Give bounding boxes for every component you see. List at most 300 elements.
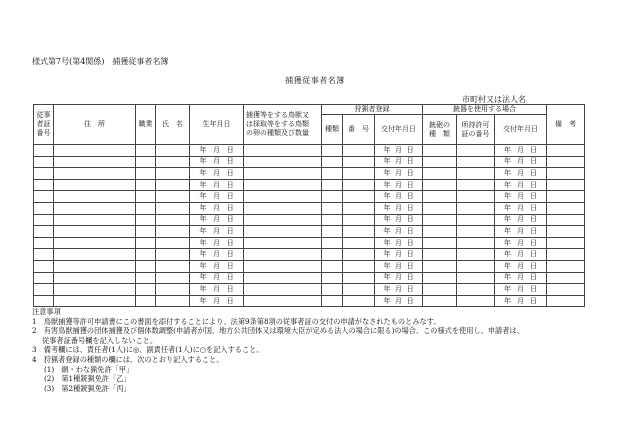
table-cell	[343, 191, 375, 203]
date-part-label: 日	[226, 261, 234, 270]
date-part-label: 年	[199, 250, 207, 259]
date-part-label: 日	[530, 180, 537, 189]
table-cell	[322, 156, 343, 168]
table-cell	[136, 226, 156, 238]
table-cell	[322, 272, 343, 284]
date-part-label: 年	[504, 226, 511, 235]
date-part-label: 月	[394, 180, 402, 189]
date-parts	[190, 250, 243, 259]
date-parts	[495, 285, 546, 294]
table-row	[34, 284, 585, 296]
date-part-label: 日	[530, 296, 537, 305]
date-parts	[375, 181, 422, 190]
date-parts	[190, 181, 243, 190]
date-cell	[495, 295, 547, 307]
date-parts	[375, 239, 422, 248]
date-part-label: 日	[226, 296, 234, 305]
document-title: 捕獲従事者名簿	[285, 76, 345, 85]
table-cell	[322, 237, 343, 249]
date-part-label: 日	[406, 203, 414, 212]
header-license-number	[457, 115, 495, 145]
header-row-1	[34, 105, 585, 115]
table-cell	[547, 214, 585, 226]
date-part-label: 年	[383, 168, 391, 177]
table-row	[34, 156, 585, 168]
date-cell	[495, 179, 547, 191]
date-part-label: 年	[199, 273, 207, 282]
header-issue-date: 交付年月日	[375, 115, 423, 145]
table-cell	[322, 260, 343, 272]
date-parts	[375, 204, 422, 213]
date-cell	[375, 272, 423, 284]
date-part-label: 月	[394, 284, 402, 293]
table-cell	[34, 156, 54, 168]
date-parts	[190, 192, 243, 201]
table-cell	[547, 202, 585, 214]
date-parts	[375, 215, 422, 224]
table-cell	[244, 202, 322, 214]
table-cell	[54, 295, 136, 307]
table-cell	[136, 145, 156, 157]
date-cell	[375, 295, 423, 307]
date-cell	[190, 214, 244, 226]
date-cell	[495, 284, 547, 296]
date-part-label: 年	[383, 226, 391, 235]
table-row	[34, 295, 585, 307]
table-cell	[136, 272, 156, 284]
table-cell	[423, 295, 457, 307]
date-cell	[190, 260, 244, 272]
table-cell	[322, 202, 343, 214]
date-part-label: 年	[383, 284, 391, 293]
table-cell	[457, 168, 495, 180]
table-cell	[136, 295, 156, 307]
date-part-label: 年	[504, 180, 511, 189]
date-cell	[375, 168, 423, 180]
table-cell	[34, 226, 54, 238]
table-cell	[54, 249, 136, 261]
date-cell	[375, 179, 423, 191]
date-part-label: 年	[504, 296, 511, 305]
table-cell	[457, 249, 495, 261]
table-cell	[322, 284, 343, 296]
header-hunter-registration: 狩猟者登録	[322, 105, 423, 115]
table-cell	[457, 284, 495, 296]
date-part-label: 日	[530, 157, 537, 166]
table-cell	[322, 145, 343, 157]
table-cell	[423, 179, 457, 191]
date-part-label: 月	[212, 226, 220, 235]
table-row	[34, 237, 585, 249]
table-cell	[34, 214, 54, 226]
date-cell	[375, 145, 423, 157]
date-part-label: 年	[383, 261, 391, 270]
table-cell	[34, 191, 54, 203]
table-cell	[343, 295, 375, 307]
table-cell	[423, 237, 457, 249]
table-row	[34, 179, 585, 191]
date-parts	[495, 169, 546, 178]
date-parts	[495, 250, 546, 259]
table-cell	[136, 284, 156, 296]
note-2: 2 有害鳥獣捕獲の団体捕獲及び個体数調整(申請者が国、地方公共団体又は環境大臣が定める法人の場合に限る)の場合、この様式を使用し、申請者は、	[32, 326, 524, 336]
date-parts	[375, 146, 422, 155]
date-part-label: 日	[406, 215, 414, 224]
table-cell	[457, 179, 495, 191]
date-cell	[190, 168, 244, 180]
date-part-label: 年	[199, 192, 207, 201]
table-row	[34, 168, 585, 180]
note-4-item-1: (1) 網・わな猟免許「甲」	[44, 364, 134, 374]
table-cell	[34, 145, 54, 157]
date-cell	[190, 179, 244, 191]
header-gun-type	[423, 115, 457, 145]
date-parts	[190, 273, 243, 282]
date-cell	[190, 272, 244, 284]
table-cell	[547, 226, 585, 238]
date-parts	[495, 239, 546, 248]
header-occupation: 職業	[136, 105, 156, 145]
date-part-label: 年	[199, 238, 207, 247]
date-parts	[190, 239, 243, 248]
table-cell	[423, 260, 457, 272]
table-cell	[244, 214, 322, 226]
date-part-label: 月	[212, 215, 220, 224]
table-cell	[343, 237, 375, 249]
table-cell	[156, 284, 190, 296]
table-cell	[322, 295, 343, 307]
table-cell	[343, 260, 375, 272]
date-part-label: 日	[226, 192, 234, 201]
table-cell	[244, 284, 322, 296]
date-parts	[190, 215, 243, 224]
date-parts	[495, 227, 546, 236]
note-4-item-2: (2) 第1種銃猟免許「乙」	[44, 374, 131, 384]
date-part-label: 日	[530, 284, 537, 293]
date-part-label: 月	[517, 261, 524, 270]
date-part-label: 月	[394, 250, 402, 259]
date-part-label: 日	[530, 250, 537, 259]
date-parts	[495, 204, 546, 213]
table-cell	[457, 295, 495, 307]
date-part-label: 年	[383, 192, 391, 201]
date-cell	[375, 284, 423, 296]
header-species-line1: 捕獲等をする鳥獣又	[246, 111, 309, 119]
date-parts	[495, 215, 546, 224]
table-cell	[322, 214, 343, 226]
date-parts	[495, 157, 546, 166]
date-part-label: 年	[383, 215, 391, 224]
table-cell	[423, 249, 457, 261]
date-part-label: 年	[383, 250, 391, 259]
date-part-label: 日	[406, 145, 414, 154]
date-parts	[375, 273, 422, 282]
date-parts	[190, 285, 243, 294]
table-cell	[54, 260, 136, 272]
date-parts	[190, 297, 243, 306]
date-cell	[375, 214, 423, 226]
date-part-label: 月	[517, 168, 524, 177]
date-parts	[375, 297, 422, 306]
date-part-label: 月	[212, 261, 220, 270]
date-part-label: 月	[517, 215, 524, 224]
date-part-label: 月	[517, 284, 524, 293]
table-cell	[547, 284, 585, 296]
table-cell	[343, 202, 375, 214]
date-part-label: 月	[212, 273, 220, 282]
date-part-label: 月	[212, 284, 220, 293]
date-part-label: 月	[212, 168, 220, 177]
table-cell	[244, 179, 322, 191]
note-3: 3 備考欄には、責任者(1人)に◎、副責任者(1人)に○を記入すること。	[32, 345, 264, 355]
table-cell	[34, 295, 54, 307]
table-cell	[244, 168, 322, 180]
table-cell	[156, 156, 190, 168]
table-cell	[54, 179, 136, 191]
date-part-label: 年	[504, 284, 511, 293]
date-cell	[495, 202, 547, 214]
table-cell	[423, 145, 457, 157]
date-part-label: 年	[383, 203, 391, 212]
header-gun-usage: 銃器を使用する場合	[423, 105, 547, 115]
date-part-label: 日	[226, 157, 234, 166]
date-part-label: 日	[406, 157, 414, 166]
table-cell	[244, 249, 322, 261]
table-cell	[343, 156, 375, 168]
table-row	[34, 249, 585, 261]
date-cell	[190, 284, 244, 296]
date-cell	[375, 191, 423, 203]
date-cell	[190, 145, 244, 157]
table-cell	[343, 145, 375, 157]
date-part-label: 日	[226, 273, 234, 282]
date-part-label: 日	[226, 215, 234, 224]
note-2-continued: 従事者証番号欄を記入しないこと。	[42, 335, 158, 345]
table-cell	[136, 168, 156, 180]
table-cell	[457, 202, 495, 214]
date-part-label: 年	[504, 273, 511, 282]
date-part-label: 年	[383, 296, 391, 305]
date-parts	[375, 250, 422, 259]
table-cell	[423, 202, 457, 214]
date-part-label: 月	[394, 203, 402, 212]
table-cell	[547, 237, 585, 249]
date-part-label: 日	[406, 238, 414, 247]
table-cell	[547, 272, 585, 284]
date-part-label: 日	[226, 238, 234, 247]
table-cell	[423, 191, 457, 203]
table-cell	[156, 237, 190, 249]
table-cell	[244, 156, 322, 168]
date-parts	[375, 157, 422, 166]
date-part-label: 月	[394, 215, 402, 224]
table-cell	[244, 260, 322, 272]
date-cell	[495, 272, 547, 284]
date-part-label: 日	[530, 192, 537, 201]
date-parts	[375, 227, 422, 236]
date-part-label: 月	[517, 192, 524, 201]
date-part-label: 年	[199, 215, 207, 224]
date-parts	[375, 285, 422, 294]
table-cell	[34, 202, 54, 214]
date-cell	[495, 249, 547, 261]
note-4: 4 狩猟者登録の種類の欄には、次のとおり記入すること。	[32, 354, 224, 364]
date-parts	[190, 146, 243, 155]
date-part-label: 月	[212, 192, 220, 201]
header-gun-type-line1: 銃砲の	[429, 120, 450, 129]
table-cell	[457, 237, 495, 249]
header-type: 種類	[322, 115, 343, 145]
table-cell	[156, 145, 190, 157]
date-part-label: 日	[530, 273, 537, 282]
date-cell	[495, 168, 547, 180]
table-cell	[244, 272, 322, 284]
date-part-label: 年	[504, 168, 511, 177]
date-part-label: 年	[199, 157, 207, 166]
date-part-label: 日	[226, 284, 234, 293]
date-part-label: 年	[383, 238, 391, 247]
header-address: 住 所	[54, 105, 136, 145]
date-part-label: 日	[226, 203, 234, 212]
date-part-label: 月	[394, 145, 402, 154]
table-cell	[423, 284, 457, 296]
date-cell	[190, 191, 244, 203]
date-part-label: 年	[383, 273, 391, 282]
header-cert-number-line3: 番号	[36, 129, 51, 137]
table-cell	[322, 249, 343, 261]
date-part-label: 月	[212, 238, 220, 247]
date-parts	[495, 181, 546, 190]
table-cell	[423, 272, 457, 284]
table-cell	[322, 226, 343, 238]
date-part-label: 日	[406, 180, 414, 189]
table-cell	[136, 237, 156, 249]
date-cell	[190, 226, 244, 238]
date-part-label: 日	[406, 168, 414, 177]
table-cell	[54, 156, 136, 168]
date-parts	[190, 227, 243, 236]
table-row	[34, 202, 585, 214]
date-cell	[495, 226, 547, 238]
table-cell	[322, 168, 343, 180]
header-remarks: 備 考	[547, 105, 585, 145]
date-part-label: 日	[406, 250, 414, 259]
date-part-label: 月	[394, 168, 402, 177]
date-parts	[495, 146, 546, 155]
table-cell	[423, 168, 457, 180]
table-cell	[547, 156, 585, 168]
date-part-label: 日	[530, 168, 537, 177]
data-rows	[34, 145, 585, 307]
date-part-label: 年	[504, 250, 511, 259]
table-cell	[244, 295, 322, 307]
table-cell	[156, 168, 190, 180]
note-4-item-3: (3) 第2種銃猟免許「丙」	[44, 383, 131, 393]
table-cell	[322, 179, 343, 191]
date-part-label: 月	[212, 296, 220, 305]
header-species-line3: の卵の種類及び数量	[246, 129, 309, 137]
date-part-label: 日	[226, 145, 234, 154]
table-cell	[423, 226, 457, 238]
table-cell	[156, 272, 190, 284]
table-cell	[156, 295, 190, 307]
table-cell	[156, 179, 190, 191]
header-birthdate: 生年月日	[190, 105, 244, 145]
date-parts	[190, 169, 243, 178]
date-cell	[375, 237, 423, 249]
table-cell	[54, 214, 136, 226]
table-cell	[54, 226, 136, 238]
date-parts	[190, 157, 243, 166]
organization-label: 市町村又は法人名	[462, 95, 526, 104]
date-part-label: 年	[199, 226, 207, 235]
date-part-label: 日	[530, 215, 537, 224]
table-cell	[54, 168, 136, 180]
table-cell	[156, 214, 190, 226]
table-cell	[423, 214, 457, 226]
table-cell	[343, 249, 375, 261]
header-species	[244, 105, 322, 145]
table-cell	[457, 191, 495, 203]
date-part-label: 月	[212, 145, 220, 154]
table-cell	[457, 214, 495, 226]
header-gun-type-line2: 種 類	[429, 129, 450, 138]
date-parts	[375, 192, 422, 201]
table-row	[34, 226, 585, 238]
table-row	[34, 191, 585, 203]
header-cert-number-line1: 従事	[36, 111, 51, 119]
date-part-label: 年	[504, 238, 511, 247]
date-cell	[495, 237, 547, 249]
date-part-label: 月	[517, 203, 524, 212]
date-parts	[375, 169, 422, 178]
header-cert-number-line2: 者証	[36, 120, 51, 128]
date-part-label: 年	[383, 180, 391, 189]
notes-section	[32, 307, 602, 393]
table-cell	[547, 145, 585, 157]
date-cell	[495, 145, 547, 157]
date-part-label: 月	[394, 296, 402, 305]
table-row	[34, 272, 585, 284]
date-part-label: 日	[226, 168, 234, 177]
table-cell	[34, 237, 54, 249]
date-part-label: 年	[199, 261, 207, 270]
date-part-label: 年	[199, 180, 207, 189]
notes-heading: 注意事項	[32, 307, 61, 316]
table-cell	[136, 214, 156, 226]
date-part-label: 年	[199, 284, 207, 293]
date-part-label: 日	[530, 203, 537, 212]
date-part-label: 年	[504, 215, 511, 224]
date-parts	[495, 297, 546, 306]
table-cell	[547, 179, 585, 191]
date-part-label: 月	[517, 250, 524, 259]
table-cell	[54, 284, 136, 296]
table-cell	[34, 284, 54, 296]
date-cell	[495, 156, 547, 168]
table-cell	[34, 168, 54, 180]
date-part-label: 年	[383, 145, 391, 154]
table-cell	[136, 202, 156, 214]
date-part-label: 年	[504, 145, 511, 154]
date-cell	[190, 156, 244, 168]
table-cell	[156, 191, 190, 203]
date-part-label: 月	[394, 226, 402, 235]
header-license-line1: 所持許可	[461, 120, 490, 129]
note-1: 1 鳥獣捕獲等許可申請書にこの書面を添付することにより、法第9条第8項の従事者証の交付の申請がなされたものとみなす。	[32, 316, 441, 326]
date-cell	[495, 214, 547, 226]
date-part-label: 年	[504, 157, 511, 166]
